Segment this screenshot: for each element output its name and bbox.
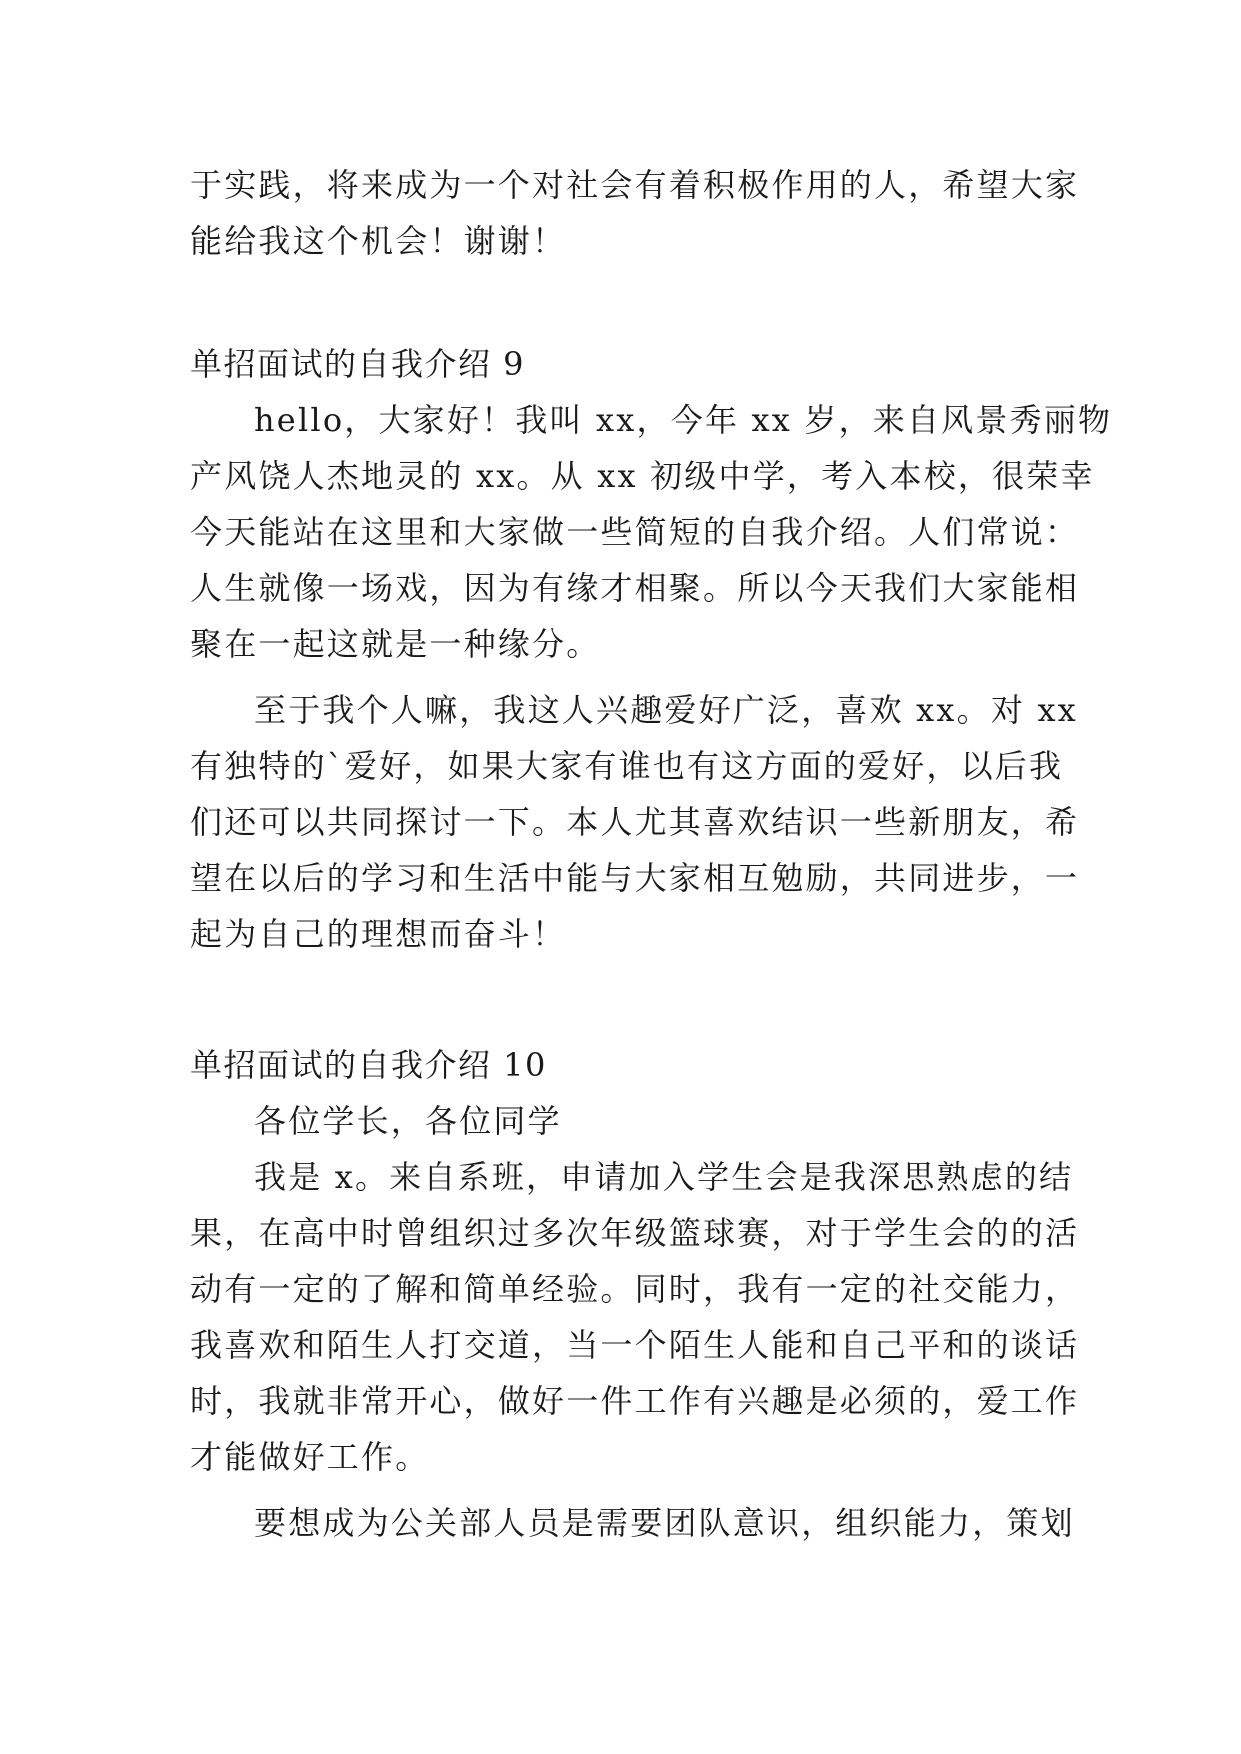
paragraph-line: 果，在高中时曾组织过多次年级篮球赛，对于学生会的的活 bbox=[190, 1214, 1080, 1252]
paragraph-line: 们还可以共同探讨一下。本人尤其喜欢结识一些新朋友，希 bbox=[190, 803, 1080, 841]
section-9-paragraph-2 bbox=[190, 682, 1080, 962]
paragraph-line: 起为自己的理想而奋斗！ bbox=[190, 915, 567, 953]
section-10-paragraph-1 bbox=[190, 1149, 1080, 1485]
paragraph-line: 产风饶人杰地灵的 xx。从 xx 初级中学，考入本校，很荣幸 bbox=[190, 457, 1095, 495]
paragraph-line: 有独特的`爱好，如果大家有谁也有这方面的爱好，以后我 bbox=[190, 747, 1064, 785]
paragraph-line: 才能做好工作。 bbox=[190, 1438, 430, 1476]
paragraph-line: 要想成为公关部人员是需要团队意识，组织能力，策划 bbox=[254, 1504, 1075, 1542]
paragraph-line: 动有一定的了解和简单经验。同时，我有一定的社交能力， bbox=[190, 1270, 1080, 1308]
section-9-paragraph-1 bbox=[190, 392, 1113, 672]
paragraph-line: 我是 x。来自系班，申请加入学生会是我深思熟虑的结 bbox=[254, 1158, 1074, 1196]
paragraph-line: hello，大家好！我叫 xx，今年 xx 岁，来自风景秀丽物 bbox=[254, 401, 1113, 439]
paragraph-line: 于实践，将来成为一个对社会有着积极作用的人，希望大家 bbox=[190, 166, 1080, 204]
paragraph-line: 能给我这个机会！谢谢！ bbox=[190, 222, 567, 260]
paragraph-line: 今天能站在这里和大家做一些简短的自我介绍。人们常说： bbox=[190, 513, 1080, 551]
section-10-greeting bbox=[190, 1093, 1052, 1149]
paragraph-line: 望在以后的学习和生活中能与大家相互勉励，共同进步，一 bbox=[190, 859, 1080, 897]
greeting-line: 各位学长，各位同学 bbox=[254, 1102, 562, 1140]
section-10-heading bbox=[190, 1037, 1052, 1093]
paragraph-line: 聚在一起这就是一种缘分。 bbox=[190, 625, 601, 663]
section-10-paragraph-2 bbox=[190, 1495, 1075, 1551]
paragraph-line: 人生就像一场戏，因为有缘才相聚。所以今天我们大家能相 bbox=[190, 569, 1080, 607]
top-paragraph bbox=[190, 157, 1080, 269]
paragraph-line: 时，我就非常开心，做好一件工作有兴趣是必须的，爱工作 bbox=[190, 1382, 1080, 1420]
paragraph-line: 至于我个人嘛，我这人兴趣爱好广泛，喜欢 xx。对 xx bbox=[254, 691, 1078, 729]
section-heading: 单招面试的自我介绍 10 bbox=[190, 1046, 547, 1084]
paragraph-line: 我喜欢和陌生人打交道，当一个陌生人能和自己平和的谈话 bbox=[190, 1326, 1080, 1364]
section-heading: 单招面试的自我介绍 9 bbox=[190, 345, 526, 383]
section-9-heading bbox=[190, 336, 1052, 392]
